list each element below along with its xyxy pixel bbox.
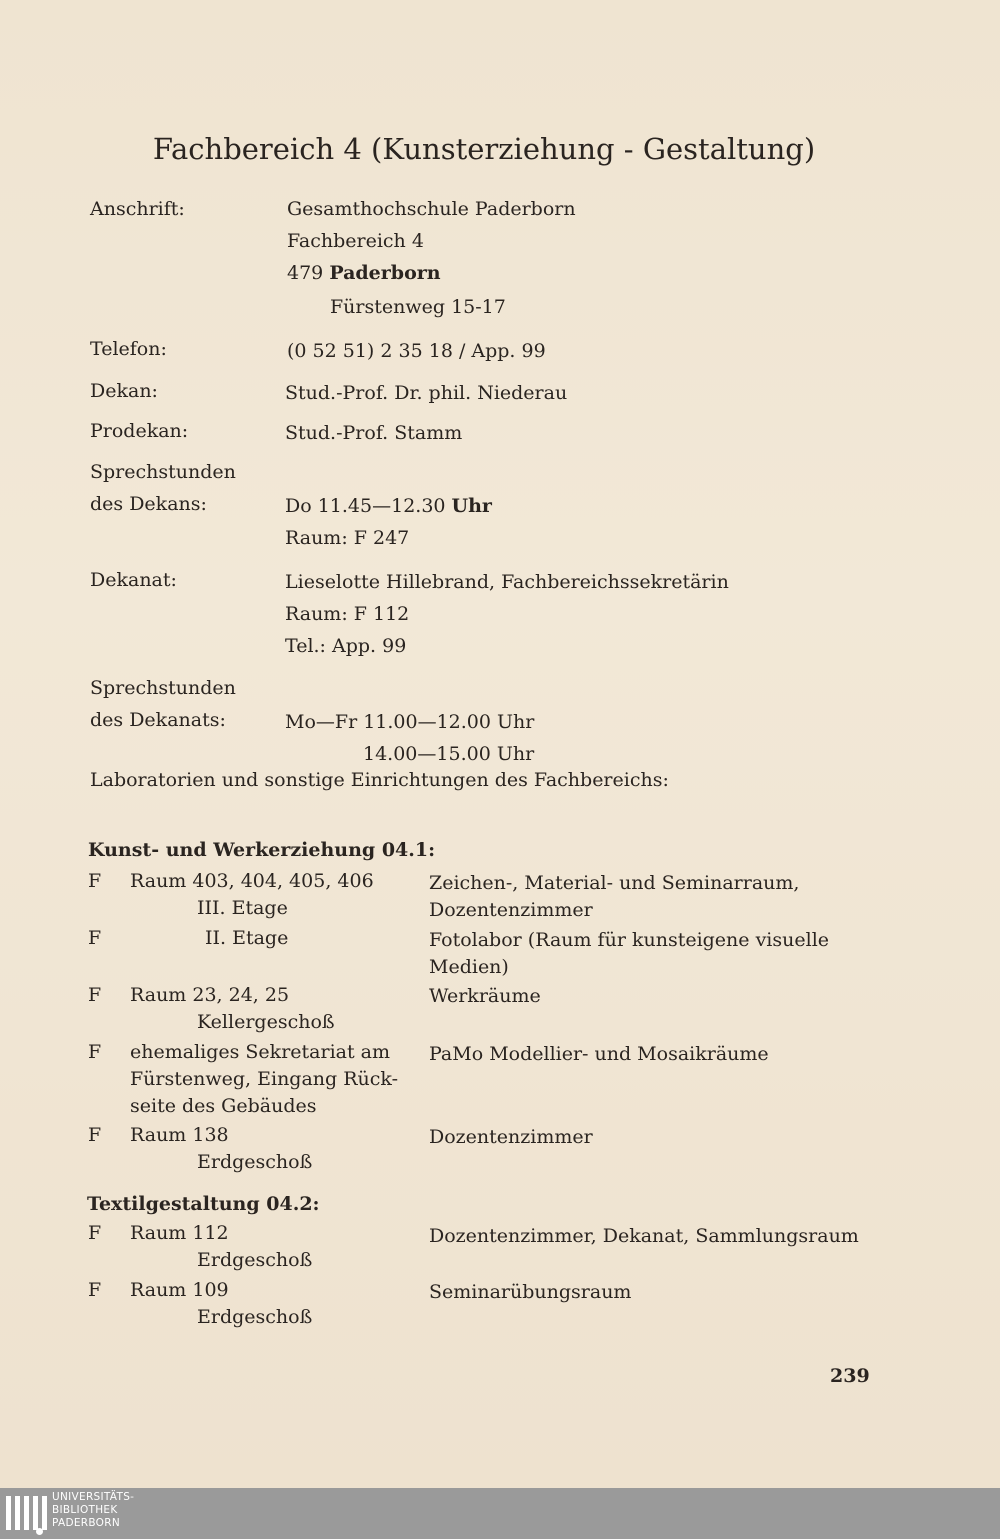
office-tel: Tel.: App. 99 — [285, 635, 407, 657]
address-label: Anschrift: — [90, 198, 185, 220]
library-footer-bar — [0, 1488, 1000, 1539]
table-row-desc: Werkräume — [429, 985, 541, 1007]
library-logo-icon — [6, 1496, 47, 1530]
table-row-desc: Dozentenzimmer — [429, 1126, 593, 1148]
address-city: Paderborn — [329, 262, 441, 284]
address-city-line — [287, 262, 441, 284]
table-row-desc: Fotolabor (Raum für kunsteigene visuelle — [429, 929, 830, 951]
dean-hours-unit: Uhr — [451, 495, 492, 517]
library-logo-dot-icon — [36, 1528, 43, 1535]
table-row-floor: Erdgeschoß — [197, 1151, 313, 1173]
library-logo-text — [52, 1491, 134, 1530]
table-row-floor: Erdgeschoß — [197, 1249, 313, 1271]
table-row-room: Raum 112 — [130, 1222, 229, 1244]
phone-label: Telefon: — [90, 338, 167, 360]
library-logo-line-1: UNIVERSITÄTS- — [52, 1491, 135, 1503]
table-row-flag: F — [88, 1279, 102, 1301]
table-row-flag: F — [88, 1041, 102, 1063]
table-row-room: Raum 23, 24, 25 — [130, 984, 290, 1006]
dean-value: Stud.-Prof. Dr. phil. Niederau — [285, 382, 568, 404]
office-hours-time-2: 14.00—15.00 Uhr — [363, 743, 535, 765]
table-row-floor: III. Etage — [197, 897, 288, 919]
table-row-flag: F — [88, 870, 102, 892]
office-room: Raum: F 112 — [285, 603, 410, 625]
prodean-value: Stud.-Prof. Stamm — [285, 422, 463, 444]
table-row-room: Fürstenweg, Eingang Rück- — [130, 1068, 399, 1090]
library-logo-line-3: PADERBORN — [52, 1517, 120, 1529]
table-row-room: seite des Gebäudes — [130, 1095, 317, 1117]
table-row-floor: Kellergeschoß — [197, 1011, 335, 1033]
table-row-room: Raum 403, 404, 405, 406 — [130, 870, 374, 892]
dean-hours-time: Do 11.45—12.30 — [285, 495, 446, 517]
office-hours-label-1: Sprechstunden — [90, 677, 236, 699]
dean-hours-time-line — [285, 495, 492, 517]
labs-intro: Laboratorien und sonstige Einrichtungen des Fachbereichs: — [90, 769, 669, 791]
dean-hours-label-2: des Dekans: — [90, 493, 207, 515]
page-number: 239 — [830, 1365, 870, 1387]
section1-title: Kunst- und Werkerziehung 04.1: — [88, 839, 436, 861]
table-row-flag: F — [88, 1222, 102, 1244]
library-logo-line-2: BIBLIOTHEK — [52, 1504, 118, 1516]
table-row-floor: II. Etage — [205, 927, 289, 949]
office-hours-time-1: Mo—Fr 11.00—12.00 Uhr — [285, 711, 535, 733]
table-row-desc: PaMo Modellier- und Mosaikräume — [429, 1043, 769, 1065]
table-row-room: Raum 138 — [130, 1124, 229, 1146]
table-row-desc: Medien) — [429, 956, 509, 978]
table-row-flag: F — [88, 927, 102, 949]
table-row-room: ehemaliges Sekretariat am — [130, 1041, 390, 1063]
address-line1: Gesamthochschule Paderborn — [287, 198, 576, 220]
address-postcode: 479 — [287, 262, 324, 284]
prodean-label: Prodekan: — [90, 420, 189, 442]
table-row-desc: Seminarübungsraum — [429, 1281, 632, 1303]
address-street: Fürstenweg 15-17 — [330, 296, 506, 318]
table-row-desc: Dozentenzimmer — [429, 899, 593, 921]
table-row-flag: F — [88, 1124, 102, 1146]
office-label: Dekanat: — [90, 569, 177, 591]
dean-room: Raum: F 247 — [285, 527, 410, 549]
table-row-floor: Erdgeschoß — [197, 1306, 313, 1328]
office-hours-label-2: des Dekanats: — [90, 709, 226, 731]
page-title: Fachbereich 4 (Kunsterziehung - Gestaltung) — [152, 132, 816, 166]
table-row-room: Raum 109 — [130, 1279, 229, 1301]
table-row-desc: Dozentenzimmer, Dekanat, Sammlungsraum — [429, 1225, 859, 1247]
table-row-desc: Zeichen-, Material- und Seminarraum, — [429, 872, 800, 894]
phone-value: (0 52 51) 2 35 18 / App. 99 — [287, 340, 546, 362]
dean-label: Dekan: — [90, 380, 158, 402]
table-row-flag: F — [88, 984, 102, 1006]
dean-hours-label-1: Sprechstunden — [90, 461, 236, 483]
section2-title: Textilgestaltung 04.2: — [87, 1193, 320, 1215]
office-person: Lieselotte Hillebrand, Fachbereichssekretärin — [285, 571, 729, 593]
address-line2: Fachbereich 4 — [287, 230, 424, 252]
